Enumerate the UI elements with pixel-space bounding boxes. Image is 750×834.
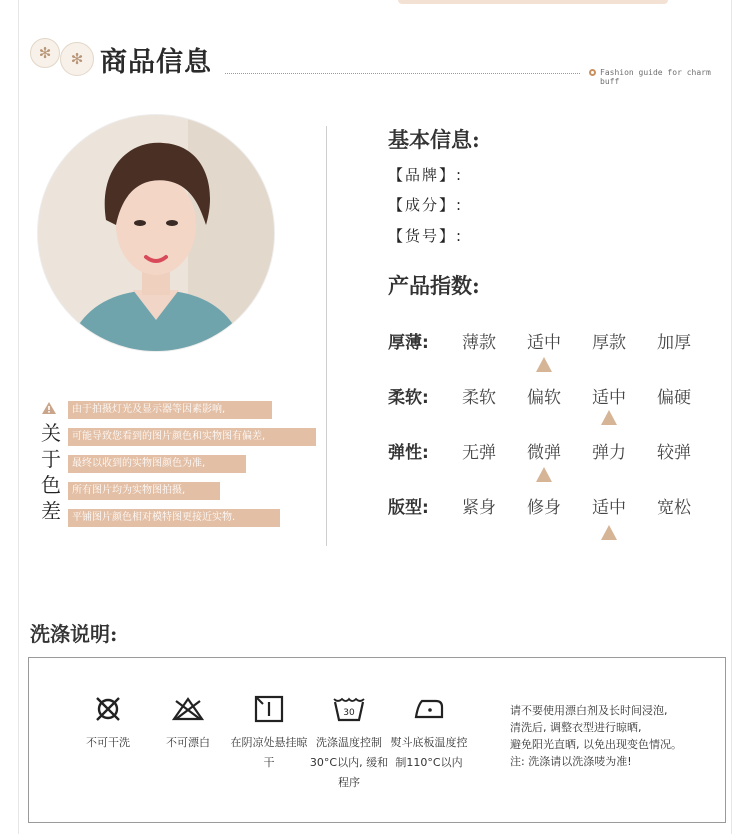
index-option: 偏硬 bbox=[657, 388, 691, 408]
wash-temp-badge: 30 bbox=[343, 708, 355, 718]
wash-label: 洗涤温度控制30°C以内, 缓和程序 bbox=[309, 736, 389, 789]
index-option: 较弹 bbox=[657, 443, 691, 463]
index-label-thickness: 厚薄: bbox=[388, 333, 429, 353]
color-note-line: 平铺图片颜色相对模特图更接近实物. bbox=[68, 509, 280, 527]
index-label-fit: 版型: bbox=[388, 498, 429, 518]
index-option: 修身 bbox=[527, 498, 561, 518]
no-dry-clean-icon bbox=[68, 695, 148, 723]
warning-icon bbox=[42, 402, 56, 414]
color-difference-title bbox=[38, 420, 64, 524]
index-option: 紧身 bbox=[462, 498, 496, 518]
wash-label: 不可漂白 bbox=[166, 736, 210, 749]
color-note-line: 由于拍摄灯光及显示器等因素影响, bbox=[68, 401, 272, 419]
header-dotted-line bbox=[225, 73, 580, 74]
top-accent-bar bbox=[398, 0, 668, 4]
color-note-list bbox=[68, 401, 316, 536]
index-label-softness: 柔软: bbox=[388, 388, 429, 408]
product-index-title: 产品指数: bbox=[388, 273, 480, 298]
wash-label: 熨斗底板温度控制110°C以内 bbox=[390, 736, 468, 769]
selected-indicator-icon bbox=[601, 410, 617, 425]
model-portrait bbox=[38, 115, 274, 351]
cotton-flower-icon bbox=[60, 42, 94, 76]
index-option: 弹力 bbox=[592, 443, 626, 463]
wash-label: 不可干洗 bbox=[86, 736, 130, 749]
color-note-line: 所有图片均为实物图拍摄, bbox=[68, 482, 220, 500]
selected-indicator-icon bbox=[536, 467, 552, 482]
wash-note-line: 注: 洗涤请以洗涤唛为准! bbox=[510, 755, 632, 768]
selected-indicator-icon bbox=[601, 525, 617, 540]
index-option: 柔软 bbox=[462, 388, 496, 408]
wash-label: 在阴凉处悬挂晾干 bbox=[230, 736, 308, 769]
index-option: 加厚 bbox=[657, 333, 691, 353]
index-option: 适中 bbox=[592, 498, 626, 518]
wash-note-line: 清洗后, 调整衣型进行晾晒, bbox=[510, 721, 642, 734]
index-label-elasticity: 弹性: bbox=[388, 443, 429, 463]
index-option: 微弹 bbox=[527, 443, 561, 463]
title-char: 差 bbox=[41, 499, 61, 523]
index-option: 厚款 bbox=[592, 333, 626, 353]
line-dry-shade-icon bbox=[229, 695, 309, 723]
index-option: 薄款 bbox=[462, 333, 496, 353]
no-bleach-icon bbox=[148, 695, 228, 723]
wash-30-icon bbox=[309, 695, 389, 723]
wash-note-line: 避免阳光直晒, 以免出现变色情况。 bbox=[510, 738, 682, 751]
washing-title: 洗涤说明: bbox=[30, 622, 118, 646]
wash-note-line: 请不要使用漂白剂及长时间浸泡, bbox=[510, 704, 668, 717]
index-option: 偏软 bbox=[527, 388, 561, 408]
index-option: 适中 bbox=[592, 388, 626, 408]
section-subtitle: Fashion guide for charm buff bbox=[600, 68, 711, 86]
info-row-item-no: 【货号】: bbox=[388, 227, 464, 245]
vertical-divider bbox=[326, 126, 327, 546]
color-note-line: 可能导致您看到的图片颜色和实物图有偏差, bbox=[68, 428, 316, 446]
iron-icon bbox=[389, 695, 469, 723]
index-option: 适中 bbox=[527, 333, 561, 353]
ring-bullet-icon bbox=[589, 69, 596, 76]
selected-indicator-icon bbox=[536, 357, 552, 372]
cotton-flower-icon bbox=[30, 38, 60, 68]
color-note-line: 最终以收到的实物图颜色为准, bbox=[68, 455, 246, 473]
index-option: 无弹 bbox=[462, 443, 496, 463]
section-title: 商品信息 bbox=[100, 47, 212, 78]
section-header bbox=[30, 36, 730, 86]
washing-notes bbox=[510, 702, 720, 770]
title-char: 于 bbox=[41, 447, 61, 471]
info-row-material: 【成分】: bbox=[388, 196, 464, 214]
title-char: 关 bbox=[41, 421, 61, 445]
info-row-brand: 【品牌】: bbox=[388, 166, 464, 184]
index-option: 宽松 bbox=[657, 498, 691, 518]
title-char: 色 bbox=[41, 473, 61, 497]
basic-info-title: 基本信息: bbox=[388, 127, 480, 152]
